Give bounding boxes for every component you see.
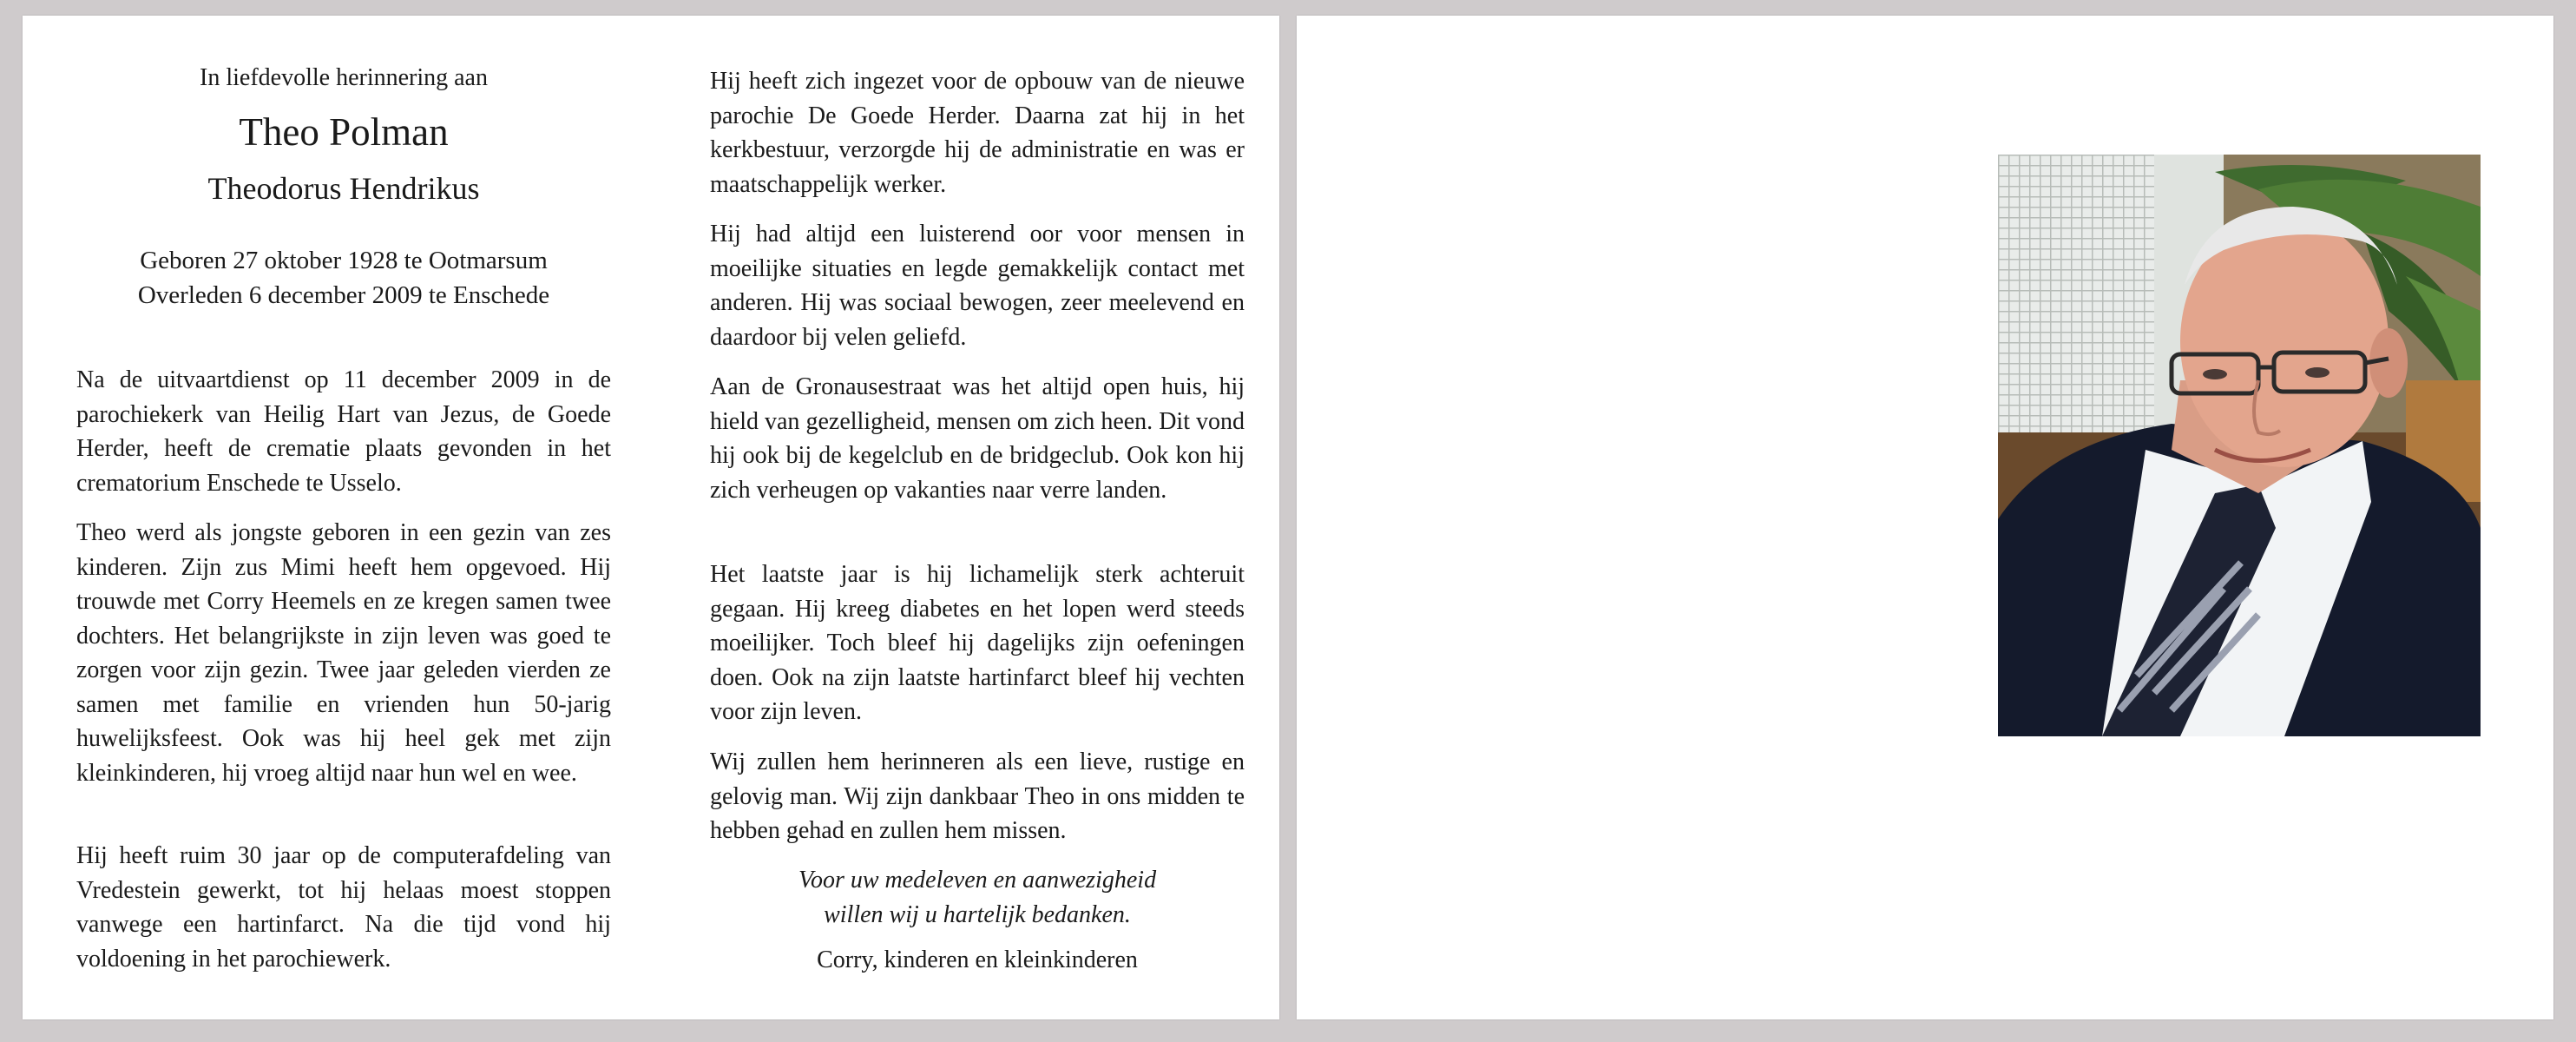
thanks-message bbox=[710, 863, 1245, 933]
paragraph-funeral: Na de uitvaartdienst op 11 december 2009 in de parochiekerk van Heilig Hart van Jezus, de Goede Herder, heeft de crematie plaats gevonden in het crematorium Enschede te Usselo. bbox=[76, 366, 611, 497]
paragraph-social: Aan de Gronausestraat was het altijd open huis, hij hield van gezelligheid, mensen om zich heen. Dit vond hij ook bij de kegelclub en de bridgeclub. Ook kon hij zich verheugen op vakanties naar verre landen. bbox=[710, 373, 1245, 504]
given-names: Theodorus Hendrikus bbox=[207, 171, 480, 206]
thanks-line-1: Voor uw medeleven en aanwezigheid bbox=[798, 867, 1157, 894]
life-dates bbox=[76, 243, 611, 313]
paragraph-last-year: Het laatste jaar is hij lichamelijk sterk achteruit gegaan. Hij kreeg diabetes en het lopen werd steeds moeilijker. Toch bleef hij dagelijks zijn oefeningen doen. Ook na zijn laatste hartinfarct bleef hij vechten voor zijn leven. bbox=[710, 561, 1245, 725]
paragraph-parish: Hij heeft zich ingezet voor de opbouw van de nieuwe parochie De Goede Herder. Daarna zat hij in het kerkbestuur, verzorgde hij de administratie en was er maatschappelijk werker. bbox=[710, 68, 1245, 198]
paragraph-character: Hij had altijd een luisterend oor voor mensen in moeilijke situaties en legde gemakkelijk contact met anderen. Hij was sociaal bewogen, zeer meelevend en daardoor bij velen geliefd. bbox=[710, 221, 1245, 351]
portrait-photo bbox=[1998, 155, 2481, 736]
deceased-name: Theo Polman bbox=[239, 110, 449, 154]
memorial-card-photo-page bbox=[1297, 16, 2553, 1019]
signature: Corry, kinderen en kleinkinderen bbox=[817, 946, 1138, 973]
paragraph-remembrance: Wij zullen hem herinneren als een lieve, rustige en gelovig man. Wij zijn dankbaar Theo in ons midden te hebben gehad en zullen hem missen. bbox=[710, 749, 1245, 844]
thanks-line-2: willen wij u hartelijk bedanken. bbox=[824, 901, 1131, 928]
paragraph-career: Hij heeft ruim 30 jaar op de computerafdeling van Vredestein gewerkt, tot hij helaas moest stoppen vanwege een hartinfarct. Na die tijd vond hij voldoening in het parochiewerk. bbox=[76, 842, 611, 973]
birth-line: Geboren 27 oktober 1928 te Ootmarsum bbox=[140, 247, 548, 274]
memorial-card-text-page bbox=[23, 16, 1279, 1019]
paragraph-family: Theo werd als jongste geboren in een gezin van zes kinderen. Zijn zus Mimi heeft hem opgevoed. Hij trouwde met Corry Heemels en ze kregen samen twee dochters. Het belangrijkste in zijn leven was goed te zorgen voor zijn gezin. Twee jaar geleden vierden ze samen met familie en vrienden hun 50-jarig huwelijksfeest. Ook was hij heel gek met zijn kleinkinderen, hij vroeg altijd naar hun wel en wee. bbox=[76, 519, 611, 787]
intro-line: In liefdevolle herinnering aan bbox=[200, 64, 488, 91]
death-line: Overleden 6 december 2009 te Enschede bbox=[137, 281, 550, 309]
